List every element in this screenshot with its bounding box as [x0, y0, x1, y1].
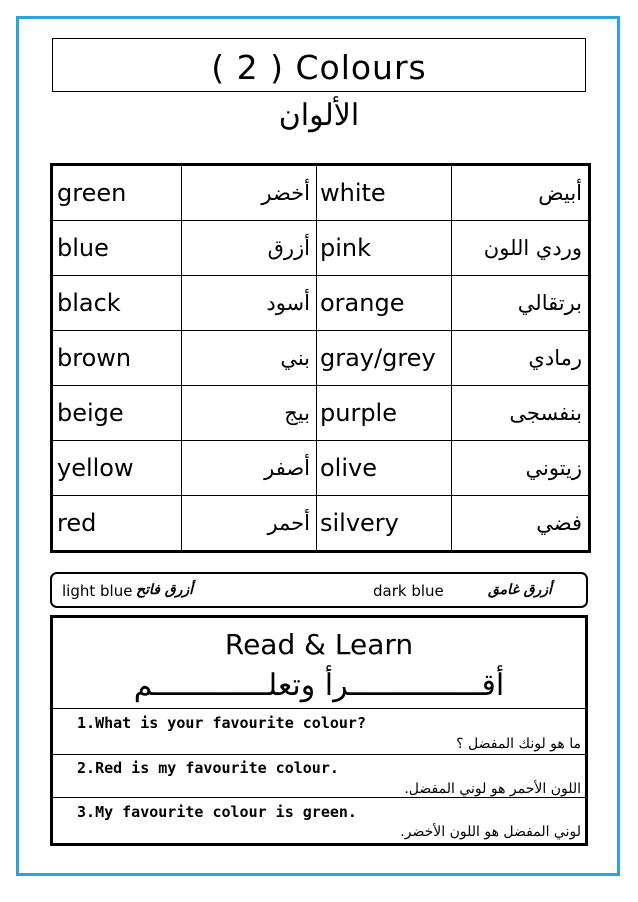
sentence-text: What is your favourite colour? — [95, 714, 366, 732]
table-row — [52, 221, 590, 276]
vocab-ar: برتقالي — [452, 276, 590, 331]
table-row — [52, 496, 590, 552]
vocab-en: blue — [52, 221, 182, 276]
vocab-ar: فضي — [452, 496, 590, 552]
vocab-en: brown — [52, 331, 182, 386]
vocab-ar: وردي اللون — [452, 221, 590, 276]
vocab-en: pink — [317, 221, 452, 276]
table-row — [52, 441, 590, 496]
sentence-ar: اللون الأحمر هو لوني المفضل. — [404, 781, 581, 797]
sentence-number: 1. — [77, 714, 96, 732]
vocab-en: red — [52, 496, 182, 552]
vocab-en: orange — [317, 276, 452, 331]
page-title-arabic: الألوان — [278, 98, 360, 133]
vocab-ar: أحمر — [182, 496, 317, 552]
sentence-number: 3. — [77, 803, 96, 821]
vocab-en: green — [52, 165, 182, 221]
vocab-ar: رمادي — [452, 331, 590, 386]
vocab-ar: بني — [182, 331, 317, 386]
light-blue-ar: أزرق فاتح — [136, 582, 194, 598]
dark-blue-en: dark blue — [373, 582, 444, 600]
page-title: ( 2 ) Colours — [211, 48, 427, 87]
sentence-en — [77, 803, 357, 821]
vocab-ar: أسود — [182, 276, 317, 331]
table-row — [52, 165, 590, 221]
divider — [53, 708, 585, 709]
vocab-ar: بنفسجى — [452, 386, 590, 441]
read-learn-title-arabic: أقـــــــــــــــرأ وتعلـــــــــــــم — [133, 668, 505, 703]
vocab-ar: أصفر — [182, 441, 317, 496]
vocab-ar: زيتوني — [452, 441, 590, 496]
vocab-en: silvery — [317, 496, 452, 552]
dark-blue-ar: أزرق غامق — [488, 582, 552, 598]
title-box — [52, 38, 586, 92]
vocab-en: black — [52, 276, 182, 331]
table-row — [52, 331, 590, 386]
table-row — [52, 386, 590, 441]
vocab-ar: أبيض — [452, 165, 590, 221]
read-learn-title: Read & Learn — [224, 628, 414, 661]
vocab-en: beige — [52, 386, 182, 441]
vocab-ar: أخضر — [182, 165, 317, 221]
divider — [53, 754, 585, 755]
vocab-ar: أزرق — [182, 221, 317, 276]
blue-shades-bar — [50, 572, 588, 608]
sentence-en — [77, 714, 366, 732]
divider — [53, 797, 585, 798]
vocab-table — [50, 163, 591, 553]
light-blue-en: light blue — [62, 582, 133, 600]
vocab-en: purple — [317, 386, 452, 441]
sentence-text: My favourite colour is green. — [95, 803, 357, 821]
table-row — [52, 276, 590, 331]
read-learn-box — [50, 615, 588, 846]
vocab-ar: بيج — [182, 386, 317, 441]
sentence-ar: ما هو لونك المفضل ؟ — [456, 736, 581, 752]
sentence-number: 2. — [77, 759, 96, 777]
vocab-en: white — [317, 165, 452, 221]
vocab-en: gray/grey — [317, 331, 452, 386]
sentence-ar: لوني المفضل هو اللون الأخضر. — [400, 824, 581, 840]
sentence-en — [77, 759, 339, 777]
vocab-en: olive — [317, 441, 452, 496]
vocab-en: yellow — [52, 441, 182, 496]
sentence-text: Red is my favourite colour. — [95, 759, 339, 777]
